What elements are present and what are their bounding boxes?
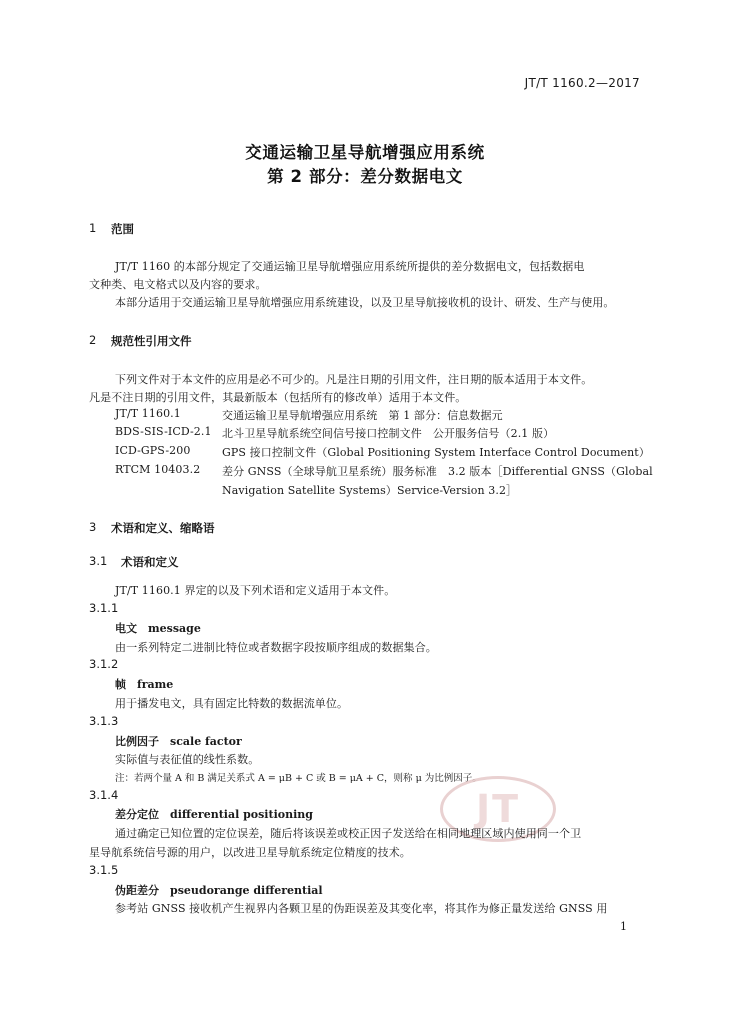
term-number: 3.1.4 [89, 788, 119, 802]
term-number: 3.1.2 [89, 657, 119, 671]
section-1-paragraph-1b: 文种类、电文格式以及内容的要求。 [89, 278, 267, 291]
section-1-number: 1 [89, 221, 97, 235]
page-number: 1 [620, 920, 627, 933]
section-3-number: 3 [89, 520, 97, 534]
term-definition: 参考站 GNSS 接收机产生视界内各颗卫星的伪距误差及其变化率，将其作为修正量发送给 GNSS 用 [115, 902, 608, 915]
section-2-paragraph-1b: 凡是不注日期的引用文件，其最新版本（包括所有的修改单）适用于本文件。 [89, 391, 467, 404]
term-name: 电文 message [115, 622, 201, 635]
term-definition: 用于播发电文，具有固定比特数的数据流单位。 [115, 697, 349, 710]
section-2-paragraph-1a: 下列文件对于本文件的应用是必不可少的。凡是注日期的引用文件，注日期的版本适用于本文件。 [115, 373, 593, 386]
term-definition: 实际值与表征值的线性系数。 [115, 753, 260, 766]
reference-code: JT/T 1160.1 [115, 407, 181, 420]
term-definition: 通过确定已知位置的定位误差，随后将该误差或校正因子发送给在相同地理区域内使用同一个卫 [115, 827, 582, 840]
reference-code: BDS-SIS-ICD-2.1 [115, 425, 212, 438]
reference-title-continued: Navigation Satellite Systems）Service-Version 3.2］ [222, 484, 518, 497]
section-3-1-heading: 术语和定义 [121, 555, 179, 569]
standard-code: JT/T 1160.2—2017 [524, 76, 640, 90]
term-definition-continued: 星导航系统信号源的用户，以改进卫星导航系统定位精度的技术。 [89, 846, 411, 859]
term-number: 3.1.3 [89, 714, 119, 728]
term-name: 比例因子 scale factor [115, 735, 242, 748]
term-number: 3.1.5 [89, 863, 119, 877]
reference-code: ICD-GPS-200 [115, 444, 191, 457]
term-name: 差分定位 differential positioning [115, 808, 313, 821]
document-title-line2: 第 2 部分：差分数据电文 [267, 167, 463, 186]
term-name: 伪距差分 pseudorange differential [115, 884, 323, 897]
reference-code: RTCM 10403.2 [115, 463, 201, 476]
section-1-paragraph-1a: JT/T 1160 的本部分规定了交通运输卫星导航增强应用系统所提供的差分数据电文，包括数据电 [115, 260, 585, 273]
section-1-paragraph-2: 本部分适用于交通运输卫星导航增强应用系统建设，以及卫星导航接收机的设计、研发、生产与使用。 [115, 296, 615, 309]
reference-title: GPS 接口控制文件（Global Positioning System Interface Control Document） [222, 446, 650, 459]
term-name: 帧 frame [115, 678, 174, 691]
document-title-line1: 交通运输卫星导航增强应用系统 [245, 143, 485, 162]
section-3-1-number: 3.1 [89, 554, 108, 568]
term-note: 注：若两个量 A 和 B 满足关系式 A = μB + C 或 B = μA + C，则称 μ 为比例因子。 [115, 773, 482, 784]
term-number: 3.1.1 [89, 601, 119, 615]
section-3-1-intro: JT/T 1160.1 界定的以及下列术语和定义适用于本文件。 [115, 584, 396, 597]
section-3-heading: 术语和定义、缩略语 [111, 521, 215, 535]
section-2-number: 2 [89, 333, 97, 347]
section-2-heading: 规范性引用文件 [111, 334, 192, 348]
reference-title: 差分 GNSS（全球导航卫星系统）服务标准 3.2 版本［Differential GNSS（Global [222, 465, 653, 478]
reference-title: 北斗卫星导航系统空间信号接口控制文件 公开服务信号（2.1 版） [222, 427, 555, 440]
section-1-heading: 范围 [111, 222, 134, 236]
seal-text: JT [475, 787, 521, 831]
term-definition: 由一系列特定二进制比特位或者数据字段按顺序组成的数据集合。 [115, 641, 437, 654]
reference-title: 交通运输卫星导航增强应用系统 第 1 部分：信息数据元 [222, 409, 503, 422]
